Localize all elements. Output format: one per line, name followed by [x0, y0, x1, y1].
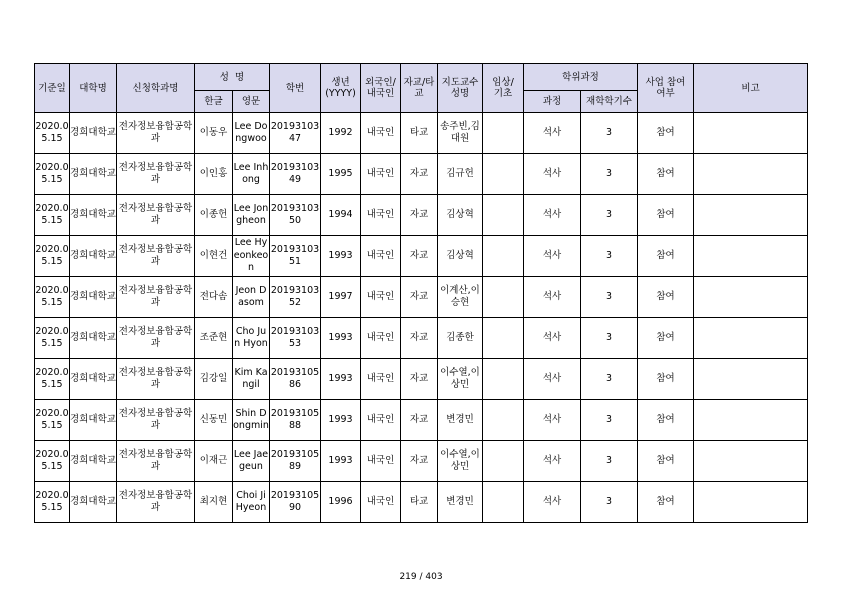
roster-body — [35, 113, 808, 523]
cell-name-korean: 최지현 — [195, 482, 233, 523]
cell-name-english: Choi Ji Hyeon — [233, 482, 270, 523]
cell-program: 석사 — [524, 195, 581, 236]
cell-semesters: 3 — [581, 400, 638, 441]
header-participation: 사업 참여 여부 — [638, 64, 694, 113]
cell-date: 2020.05.15 — [35, 318, 70, 359]
cell-university: 경희대학교 — [70, 318, 117, 359]
cell-date: 2020.05.15 — [35, 359, 70, 400]
cell-name-korean: 이동우 — [195, 113, 233, 154]
cell-school: 자교 — [401, 277, 438, 318]
cell-birth-year: 1993 — [321, 400, 361, 441]
cell-program: 석사 — [524, 236, 581, 277]
cell-student-id: 2019310589 — [270, 441, 321, 482]
cell-advisor: 김상혁 — [438, 236, 483, 277]
header-nationality: 외국인/ 내국인 — [361, 64, 401, 113]
cell-program: 석사 — [524, 318, 581, 359]
cell-advisor: 이수열,이상민 — [438, 359, 483, 400]
cell-advisor: 변경민 — [438, 400, 483, 441]
cell-university: 경희대학교 — [70, 359, 117, 400]
cell-date: 2020.05.15 — [35, 400, 70, 441]
cell-clinical — [483, 154, 524, 195]
table-row — [35, 236, 808, 277]
cell-name-korean: 신동민 — [195, 400, 233, 441]
cell-school: 자교 — [401, 154, 438, 195]
cell-nationality: 내국인 — [361, 154, 401, 195]
cell-participation: 참여 — [638, 400, 694, 441]
cell-remarks — [694, 400, 808, 441]
cell-date: 2020.05.15 — [35, 236, 70, 277]
cell-name-english: Lee Hyeonkeon — [233, 236, 270, 277]
cell-date: 2020.05.15 — [35, 482, 70, 523]
cell-name-english: Lee Jongheon — [233, 195, 270, 236]
cell-name-english: Lee Dongwoo — [233, 113, 270, 154]
cell-remarks — [694, 236, 808, 277]
header-name-english: 영문 — [233, 91, 270, 113]
cell-school: 자교 — [401, 195, 438, 236]
table-row — [35, 195, 808, 236]
header-university: 대학명 — [70, 64, 117, 113]
table-row — [35, 154, 808, 195]
cell-university: 경희대학교 — [70, 195, 117, 236]
cell-birth-year: 1993 — [321, 318, 361, 359]
cell-advisor: 이계산,이승현 — [438, 277, 483, 318]
cell-clinical — [483, 482, 524, 523]
cell-date: 2020.05.15 — [35, 154, 70, 195]
cell-department: 전자정보융합공학과 — [117, 359, 195, 400]
table-row — [35, 277, 808, 318]
table-row — [35, 359, 808, 400]
cell-department: 전자정보융합공학과 — [117, 195, 195, 236]
cell-school: 자교 — [401, 236, 438, 277]
cell-school: 자교 — [401, 318, 438, 359]
header-department: 신청학과명 — [117, 64, 195, 113]
cell-department: 전자정보융합공학과 — [117, 482, 195, 523]
cell-nationality: 내국인 — [361, 113, 401, 154]
cell-nationality: 내국인 — [361, 236, 401, 277]
cell-semesters: 3 — [581, 318, 638, 359]
cell-date: 2020.05.15 — [35, 441, 70, 482]
cell-advisor: 변경민 — [438, 482, 483, 523]
cell-nationality: 내국인 — [361, 318, 401, 359]
cell-remarks — [694, 359, 808, 400]
cell-department: 전자정보융합공학과 — [117, 277, 195, 318]
cell-nationality: 내국인 — [361, 400, 401, 441]
cell-student-id: 2019310349 — [270, 154, 321, 195]
cell-university: 경희대학교 — [70, 400, 117, 441]
cell-school: 자교 — [401, 400, 438, 441]
header-school: 자교/타 교 — [401, 64, 438, 113]
cell-participation: 참여 — [638, 441, 694, 482]
cell-student-id: 2019310353 — [270, 318, 321, 359]
cell-semesters: 3 — [581, 441, 638, 482]
cell-birth-year: 1994 — [321, 195, 361, 236]
cell-student-id: 2019310586 — [270, 359, 321, 400]
cell-semesters: 3 — [581, 236, 638, 277]
cell-semesters: 3 — [581, 359, 638, 400]
cell-semesters: 3 — [581, 482, 638, 523]
cell-date: 2020.05.15 — [35, 113, 70, 154]
cell-participation: 참여 — [638, 277, 694, 318]
cell-nationality: 내국인 — [361, 482, 401, 523]
cell-participation: 참여 — [638, 236, 694, 277]
cell-remarks — [694, 441, 808, 482]
cell-clinical — [483, 277, 524, 318]
cell-nationality: 내국인 — [361, 195, 401, 236]
cell-participation: 참여 — [638, 154, 694, 195]
cell-nationality: 내국인 — [361, 277, 401, 318]
table-row — [35, 113, 808, 154]
cell-nationality: 내국인 — [361, 441, 401, 482]
cell-participation: 참여 — [638, 195, 694, 236]
cell-participation: 참여 — [638, 318, 694, 359]
cell-university: 경희대학교 — [70, 277, 117, 318]
table-row — [35, 318, 808, 359]
cell-advisor: 이수열,이상민 — [438, 441, 483, 482]
header-name-korean: 한글 — [195, 91, 233, 113]
cell-participation: 참여 — [638, 113, 694, 154]
cell-program: 석사 — [524, 400, 581, 441]
cell-clinical — [483, 113, 524, 154]
cell-date: 2020.05.15 — [35, 277, 70, 318]
header-program: 과정 — [524, 91, 581, 113]
cell-university: 경희대학교 — [70, 154, 117, 195]
cell-program: 석사 — [524, 154, 581, 195]
table-row — [35, 482, 808, 523]
cell-program: 석사 — [524, 113, 581, 154]
cell-birth-year: 1992 — [321, 113, 361, 154]
cell-advisor: 김종한 — [438, 318, 483, 359]
cell-semesters: 3 — [581, 113, 638, 154]
cell-remarks — [694, 195, 808, 236]
cell-department: 전자정보융합공학과 — [117, 441, 195, 482]
cell-name-korean: 전다솜 — [195, 277, 233, 318]
cell-birth-year: 1993 — [321, 441, 361, 482]
header-clinical: 임상/ 기초 — [483, 64, 524, 113]
cell-semesters: 3 — [581, 277, 638, 318]
cell-department: 전자정보융합공학과 — [117, 236, 195, 277]
cell-remarks — [694, 154, 808, 195]
cell-name-english: Jeon Dasom — [233, 277, 270, 318]
cell-birth-year: 1993 — [321, 236, 361, 277]
cell-semesters: 3 — [581, 195, 638, 236]
header-name: 성 명 — [195, 64, 270, 91]
cell-clinical — [483, 400, 524, 441]
cell-birth-year: 1995 — [321, 154, 361, 195]
cell-school: 타교 — [401, 482, 438, 523]
header-remarks: 비고 — [694, 64, 808, 113]
header-student-id: 학번 — [270, 64, 321, 113]
cell-program: 석사 — [524, 482, 581, 523]
cell-participation: 참여 — [638, 359, 694, 400]
cell-name-english: Lee Jaegeun — [233, 441, 270, 482]
cell-school: 타교 — [401, 113, 438, 154]
cell-school: 자교 — [401, 441, 438, 482]
cell-program: 석사 — [524, 359, 581, 400]
cell-university: 경희대학교 — [70, 441, 117, 482]
cell-school: 자교 — [401, 359, 438, 400]
cell-name-korean: 김강일 — [195, 359, 233, 400]
cell-department: 전자정보융합공학과 — [117, 400, 195, 441]
cell-student-id: 2019310352 — [270, 277, 321, 318]
cell-clinical — [483, 318, 524, 359]
page-number: 219 / 403 — [399, 572, 443, 582]
cell-student-id: 2019310347 — [270, 113, 321, 154]
cell-birth-year: 1997 — [321, 277, 361, 318]
cell-remarks — [694, 318, 808, 359]
cell-clinical — [483, 195, 524, 236]
cell-name-english: Shin Dongmin — [233, 400, 270, 441]
cell-program: 석사 — [524, 441, 581, 482]
cell-name-english: Lee Inhong — [233, 154, 270, 195]
cell-semesters: 3 — [581, 154, 638, 195]
cell-program: 석사 — [524, 277, 581, 318]
cell-student-id: 2019310351 — [270, 236, 321, 277]
cell-student-id: 2019310588 — [270, 400, 321, 441]
cell-nationality: 내국인 — [361, 359, 401, 400]
cell-remarks — [694, 277, 808, 318]
header-date: 기준일 — [35, 64, 70, 113]
cell-date: 2020.05.15 — [35, 195, 70, 236]
cell-birth-year: 1993 — [321, 359, 361, 400]
cell-name-korean: 이재근 — [195, 441, 233, 482]
header-advisor: 지도교수 성명 — [438, 64, 483, 113]
cell-clinical — [483, 236, 524, 277]
cell-advisor: 김상혁 — [438, 195, 483, 236]
cell-name-korean: 이인홍 — [195, 154, 233, 195]
cell-clinical — [483, 359, 524, 400]
cell-student-id: 2019310590 — [270, 482, 321, 523]
cell-advisor: 송주빈,김대원 — [438, 113, 483, 154]
cell-name-english: Kim Kangil — [233, 359, 270, 400]
cell-advisor: 김규헌 — [438, 154, 483, 195]
cell-remarks — [694, 113, 808, 154]
cell-remarks — [694, 482, 808, 523]
cell-name-korean: 이종헌 — [195, 195, 233, 236]
cell-department: 전자정보융합공학과 — [117, 113, 195, 154]
table-row — [35, 400, 808, 441]
cell-birth-year: 1996 — [321, 482, 361, 523]
student-roster-table — [34, 63, 808, 523]
cell-university: 경희대학교 — [70, 113, 117, 154]
table-row — [35, 441, 808, 482]
header-degree-program: 학위과정 — [524, 64, 638, 91]
cell-name-korean: 이현건 — [195, 236, 233, 277]
cell-clinical — [483, 441, 524, 482]
cell-department: 전자정보융합공학과 — [117, 154, 195, 195]
cell-department: 전자정보융합공학과 — [117, 318, 195, 359]
cell-name-korean: 조준현 — [195, 318, 233, 359]
header-birth-year: 생년 (YYYY) — [321, 64, 361, 113]
cell-participation: 참여 — [638, 482, 694, 523]
cell-university: 경희대학교 — [70, 236, 117, 277]
cell-student-id: 2019310350 — [270, 195, 321, 236]
header-semesters: 재학학기수 — [581, 91, 638, 113]
cell-name-english: Cho Jun Hyon — [233, 318, 270, 359]
cell-university: 경희대학교 — [70, 482, 117, 523]
